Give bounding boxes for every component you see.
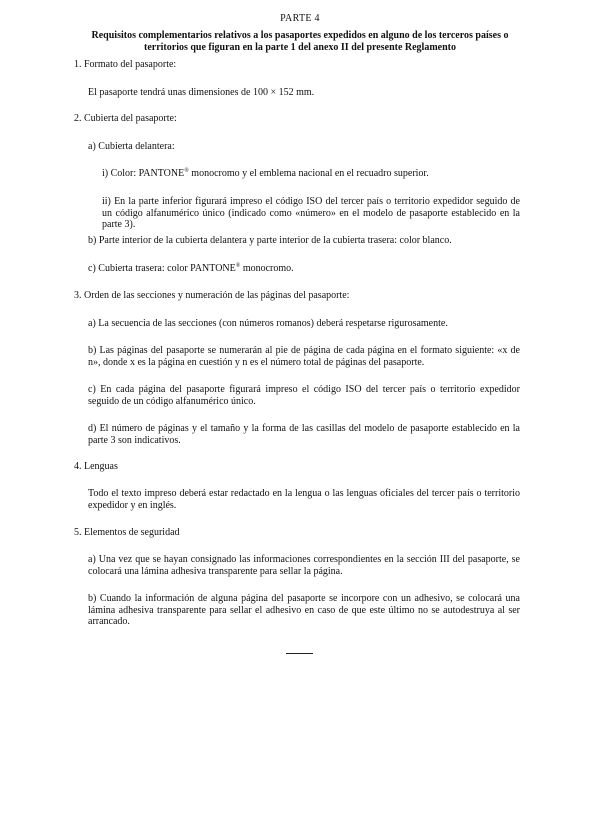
document-title: Requisitos complementarios relativos a los pasaportes expedidos en alguno de los terceros países o territorios que figuran en la parte 1 del anexo II del presente Reglamento (91, 30, 509, 53)
section-2-a-ii: ii) En la parte inferior figurará impreso el código ISO del tercer país o territorio expedidor seguido de un código alfanumérico único (indicado como «número» en el modelo de pasaporte establecido en la parte 3). (102, 196, 520, 230)
registered-mark: ® (235, 263, 241, 269)
section-2-a-i-pre: i) Color: PANTONE (102, 168, 185, 179)
section-3-c: c) En cada página del pasaporte figurará impreso el código ISO del tercer país o territorio expedidor seguido de un código alfanumérico único. (88, 384, 520, 407)
part-header: PARTE 4 (280, 13, 320, 24)
section-1-text: El pasaporte tendrá unas dimensiones de 100 × 152 mm. (88, 87, 315, 98)
section-2-heading: 2. Cubierta del pasaporte: (74, 113, 177, 124)
section-5-b: b) Cuando la información de alguna página del pasaporte se incorpore con un adhesivo, se colocará una lámina adhesiva transparente para sellar el adhesivo en caso de que este último no se autodestruya al ser arrancado. (88, 593, 520, 627)
section-4-heading: 4. Lenguas (74, 461, 118, 472)
section-2-c-pre: c) Cubierta trasera: color PANTONE (88, 263, 236, 274)
end-rule (286, 653, 313, 654)
section-2-a-heading: a) Cubierta delantera: (88, 141, 175, 152)
section-3-d: d) El número de páginas y el tamaño y la forma de las casillas del modelo de pasaporte establecido en la parte 3 son indicativos. (88, 423, 520, 446)
section-2-a-i (102, 168, 429, 180)
section-3-heading: 3. Orden de las secciones y numeración de las páginas del pasaporte: (74, 290, 350, 301)
section-3-b: b) Las páginas del pasaporte se numerarán al pie de página de cada página en el formato siguiente: «x de n», donde x es la página en cuestión y n es el número total de páginas del pasaporte. (88, 345, 520, 368)
section-3-a: a) La secuencia de las secciones (con números romanos) deberá respetarse rigurosamente. (88, 318, 448, 329)
section-1-heading: 1. Formato del pasaporte: (74, 59, 177, 70)
section-5-a: a) Una vez que se hayan consignado las informaciones correspondientes en la sección III del pasaporte, se colocará una lámina adhesiva transparente para sellar la página. (88, 554, 520, 577)
section-2-c (88, 263, 294, 275)
section-2-c-post: monocromo. (240, 263, 294, 274)
section-4-text: Todo el texto impreso deberá estar redactado en la lengua o las lenguas oficiales del tercer país o territorio expedidor y en inglés. (88, 488, 520, 511)
section-5-heading: 5. Elementos de seguridad (74, 527, 180, 538)
registered-mark: ® (184, 168, 189, 174)
section-2-b: b) Parte interior de la cubierta delantera y parte interior de la cubierta trasera: color blanco. (88, 235, 452, 246)
section-2-a-i-post: monocromo y el emblema nacional en el recuadro superior. (188, 168, 429, 179)
